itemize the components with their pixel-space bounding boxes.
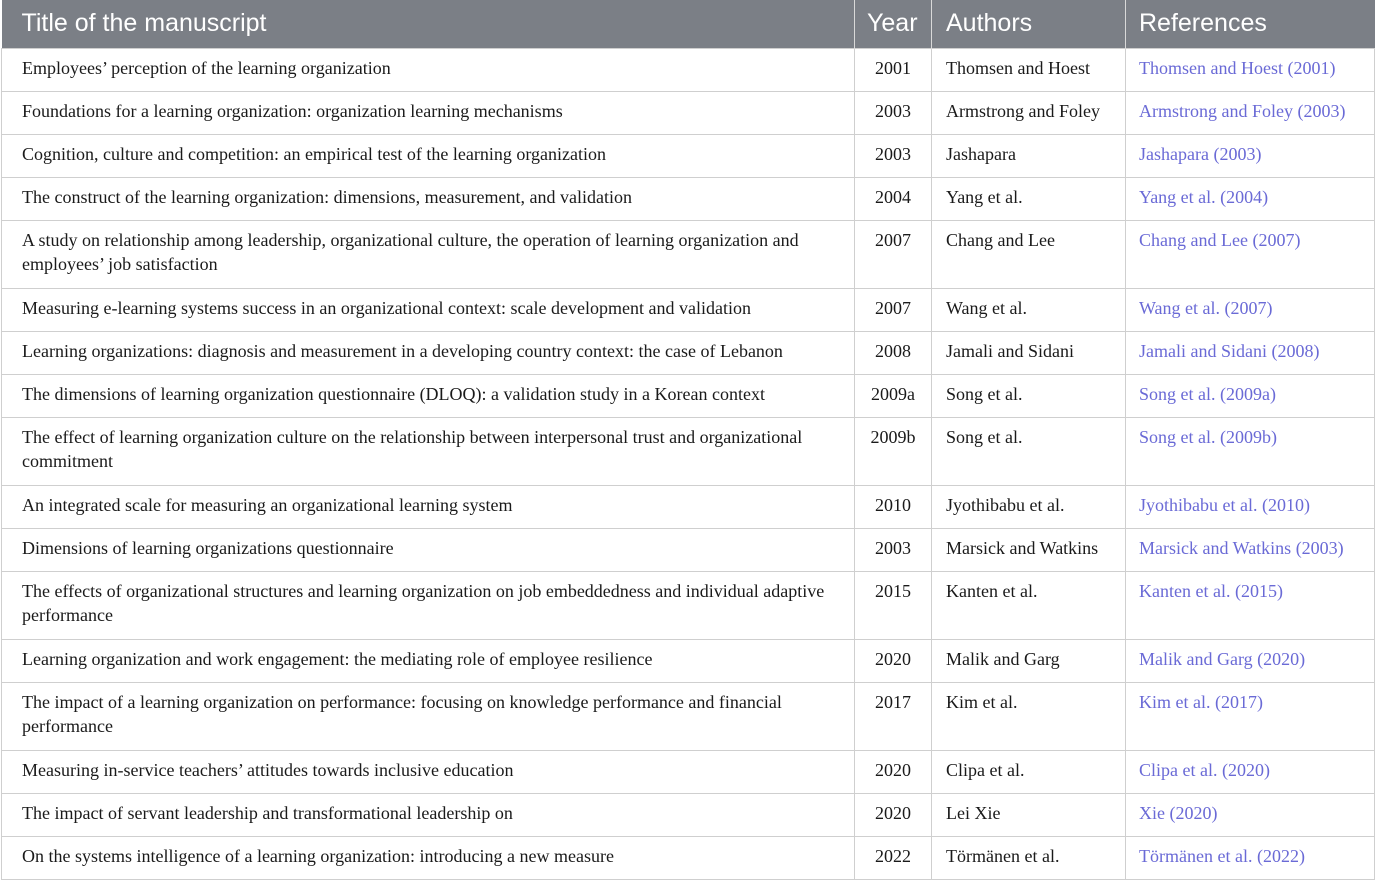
cell-title: Measuring in-service teachers’ attitudes towards inclusive education: [2, 750, 855, 793]
cell-authors: Kim et al.: [932, 682, 1126, 750]
column-header-title: Title of the manuscript: [2, 0, 855, 48]
table-row: [2, 91, 1375, 134]
cell-title: Foundations for a learning organization: organization learning mechanisms: [2, 91, 855, 134]
cell-year: 2009b: [855, 417, 932, 485]
cell-title: Employees’ perception of the learning organization: [2, 48, 855, 91]
reference-link[interactable]: Jashapara (2003): [1139, 143, 1262, 164]
cell-reference: [1126, 639, 1375, 682]
cell-year: 2007: [855, 220, 932, 288]
cell-reference: [1126, 331, 1375, 374]
cell-reference: [1126, 374, 1375, 417]
cell-title: The impact of servant leadership and transformational leadership on: [2, 793, 855, 836]
cell-reference: [1126, 177, 1375, 220]
cell-year: 2007: [855, 288, 932, 331]
cell-title: Cognition, culture and competition: an empirical test of the learning organization: [2, 134, 855, 177]
reference-link[interactable]: Jyothibabu et al. (2010): [1139, 494, 1310, 515]
cell-title: The effects of organizational structures and learning organization on job embeddedness and individual adaptive performance: [2, 571, 855, 639]
cell-authors: Jyothibabu et al.: [932, 485, 1126, 528]
reference-link[interactable]: Törmänen et al. (2022): [1139, 845, 1305, 866]
cell-title: The impact of a learning organization on performance: focusing on knowledge performance and financial performance: [2, 682, 855, 750]
cell-authors: Yang et al.: [932, 177, 1126, 220]
cell-reference: [1126, 48, 1375, 91]
cell-reference: [1126, 750, 1375, 793]
cell-authors: Thomsen and Hoest: [932, 48, 1126, 91]
column-header-year: Year: [855, 0, 932, 48]
reference-link[interactable]: Clipa et al. (2020): [1139, 759, 1270, 780]
cell-reference: [1126, 528, 1375, 571]
reference-link[interactable]: Malik and Garg (2020): [1139, 648, 1306, 669]
manuscripts-table: [1, 0, 1375, 880]
cell-title: A study on relationship among leadership, organizational culture, the operation of learning organization and employees’ job satisfaction: [2, 220, 855, 288]
reference-link[interactable]: Kim et al. (2017): [1139, 691, 1263, 712]
cell-authors: Jashapara: [932, 134, 1126, 177]
cell-title: The dimensions of learning organization questionnaire (DLOQ): a validation study in a Korean context: [2, 374, 855, 417]
reference-link[interactable]: Kanten et al. (2015): [1139, 580, 1283, 601]
table-row: [2, 134, 1375, 177]
cell-title: The effect of learning organization culture on the relationship between interpersonal trust and organizational commitment: [2, 417, 855, 485]
cell-year: 2003: [855, 134, 932, 177]
table-row: [2, 374, 1375, 417]
reference-link[interactable]: Song et al. (2009a): [1139, 383, 1276, 404]
table-row: [2, 417, 1375, 485]
table-row: [2, 793, 1375, 836]
table-row: [2, 48, 1375, 91]
cell-authors: Jamali and Sidani: [932, 331, 1126, 374]
cell-authors: Kanten et al.: [932, 571, 1126, 639]
cell-authors: Törmänen et al.: [932, 836, 1126, 879]
cell-year: 2001: [855, 48, 932, 91]
cell-year: 2003: [855, 91, 932, 134]
cell-authors: Wang et al.: [932, 288, 1126, 331]
cell-title: An integrated scale for measuring an organizational learning system: [2, 485, 855, 528]
cell-authors: Chang and Lee: [932, 220, 1126, 288]
cell-authors: Clipa et al.: [932, 750, 1126, 793]
cell-title: Measuring e-learning systems success in an organizational context: scale development and validation: [2, 288, 855, 331]
cell-authors: Song et al.: [932, 374, 1126, 417]
column-header-references: References: [1126, 0, 1375, 48]
cell-year: 2017: [855, 682, 932, 750]
table-row: [2, 528, 1375, 571]
cell-year: 2008: [855, 331, 932, 374]
cell-title: The construct of the learning organization: dimensions, measurement, and validation: [2, 177, 855, 220]
cell-reference: [1126, 682, 1375, 750]
cell-title: Dimensions of learning organizations questionnaire: [2, 528, 855, 571]
cell-reference: [1126, 134, 1375, 177]
cell-title: On the systems intelligence of a learning organization: introducing a new measure: [2, 836, 855, 879]
cell-year: 2003: [855, 528, 932, 571]
table-row: [2, 639, 1375, 682]
cell-year: 2015: [855, 571, 932, 639]
table-row: [2, 682, 1375, 750]
cell-authors: Song et al.: [932, 417, 1126, 485]
cell-reference: [1126, 485, 1375, 528]
table-row: [2, 836, 1375, 879]
table-row: [2, 571, 1375, 639]
table-row: [2, 220, 1375, 288]
reference-link[interactable]: Chang and Lee (2007): [1139, 229, 1301, 250]
cell-reference: [1126, 220, 1375, 288]
cell-reference: [1126, 836, 1375, 879]
header-row: [2, 0, 1375, 48]
reference-link[interactable]: Armstrong and Foley (2003): [1139, 100, 1346, 121]
cell-reference: [1126, 288, 1375, 331]
reference-link[interactable]: Thomsen and Hoest (2001): [1139, 57, 1336, 78]
cell-reference: [1126, 91, 1375, 134]
cell-year: 2022: [855, 836, 932, 879]
cell-authors: Malik and Garg: [932, 639, 1126, 682]
cell-year: 2009a: [855, 374, 932, 417]
cell-year: 2020: [855, 639, 932, 682]
cell-reference: [1126, 571, 1375, 639]
reference-link[interactable]: Yang et al. (2004): [1139, 186, 1269, 207]
cell-title: Learning organizations: diagnosis and measurement in a developing country context: the case of Lebanon: [2, 331, 855, 374]
cell-reference: [1126, 793, 1375, 836]
cell-year: 2020: [855, 793, 932, 836]
cell-authors: Marsick and Watkins: [932, 528, 1126, 571]
reference-link[interactable]: Jamali and Sidani (2008): [1139, 340, 1320, 361]
table-row: [2, 177, 1375, 220]
reference-link[interactable]: Marsick and Watkins (2003): [1139, 537, 1344, 558]
reference-link[interactable]: Wang et al. (2007): [1139, 297, 1273, 318]
column-header-authors: Authors: [932, 0, 1126, 48]
table-header: [2, 0, 1375, 48]
reference-link[interactable]: Song et al. (2009b): [1139, 426, 1277, 447]
cell-reference: [1126, 417, 1375, 485]
cell-authors: Armstrong and Foley: [932, 91, 1126, 134]
table-row: [2, 750, 1375, 793]
table-row: [2, 331, 1375, 374]
cell-title: Learning organization and work engagement: the mediating role of employee resilience: [2, 639, 855, 682]
table-body: [2, 48, 1375, 879]
cell-authors: Lei Xie: [932, 793, 1126, 836]
reference-link[interactable]: Xie (2020): [1139, 802, 1218, 823]
cell-year: 2004: [855, 177, 932, 220]
cell-year: 2020: [855, 750, 932, 793]
cell-year: 2010: [855, 485, 932, 528]
table-row: [2, 485, 1375, 528]
table-row: [2, 288, 1375, 331]
